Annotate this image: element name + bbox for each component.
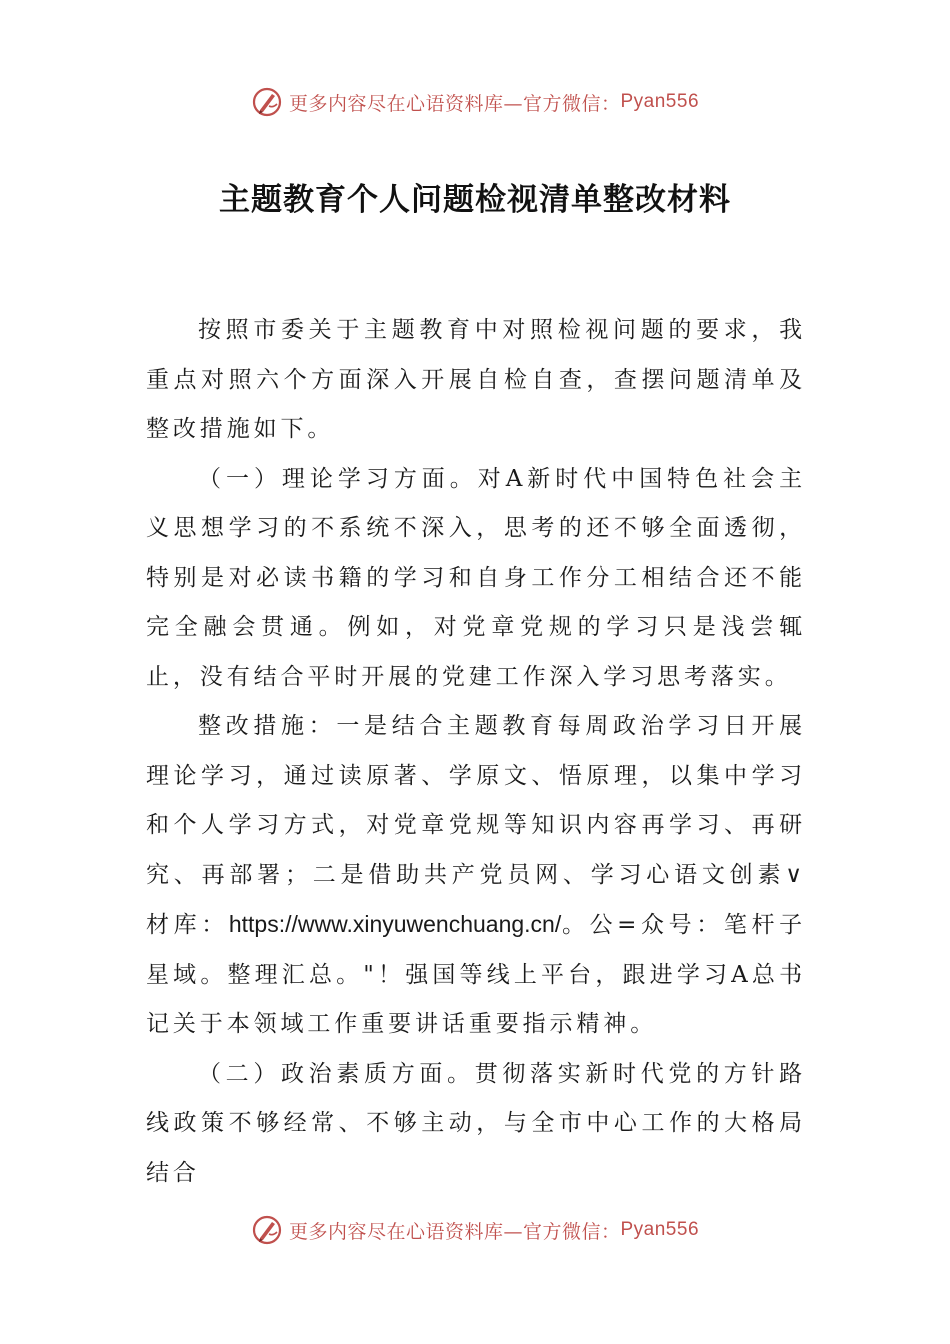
rectification-text: 整改措施：一是结合主题教育每周政治学习日开展理论学习，通过读原著、学原文、悟原理，以集中学习和个人学习方式，对党章党规等知识内容再学习、再研究、再部署；二是借助共产党员网、学习心语文创素∨材库： xyxy=(146,713,806,938)
document-title: 主题教育个人问题检视清单整改材料 xyxy=(219,182,731,218)
paragraph-theory-study: （一）理论学习方面。对A新时代中国特色社会主义思想学习的不系统不深入，思考的还不够全面透彻，特别是对必读书籍的学习和自身工作分工相结合还不能完全融会贯通。例如，对党章党规的学习只是浅尝辄止，没有结合平时开展的党建工作深入学习思考落实。 xyxy=(146,465,806,690)
rectification-text-continued: 。公=众号：笔杆子星域。整理汇总。"！强国等线上平台，跟进学习A总书记关于本领域工作重要讲话重要指示精神。 xyxy=(146,912,807,1037)
resource-link[interactable]: https://www.xinyuwenchuang.cn/ xyxy=(228,911,562,937)
footer-watermark xyxy=(0,1210,950,1250)
paragraph-rectification xyxy=(146,702,806,1050)
pen-logo-icon xyxy=(251,1214,283,1246)
pen-logo-icon xyxy=(251,86,283,118)
watermark-text: 更多内容尽在心语资料库—官方微信： xyxy=(288,1220,621,1243)
watermark-text: 更多内容尽在心语资料库—官方微信： xyxy=(288,92,621,115)
paragraph-intro: 按照市委关于主题教育中对照检视问题的要求，我重点对照六个方面深入开展自检自查，查摆问题清单及整改措施如下。 xyxy=(146,317,806,442)
paragraph-political-quality: （二）政治素质方面。贯彻落实新时代党的方针路线政策不够经常、不够主动，与全市中心工作的大格局结合 xyxy=(146,1060,806,1186)
watermark-handle: Pyan556 xyxy=(620,91,700,112)
watermark-handle: Pyan556 xyxy=(620,1219,700,1240)
document-body xyxy=(146,306,806,1198)
header-watermark xyxy=(0,82,950,122)
